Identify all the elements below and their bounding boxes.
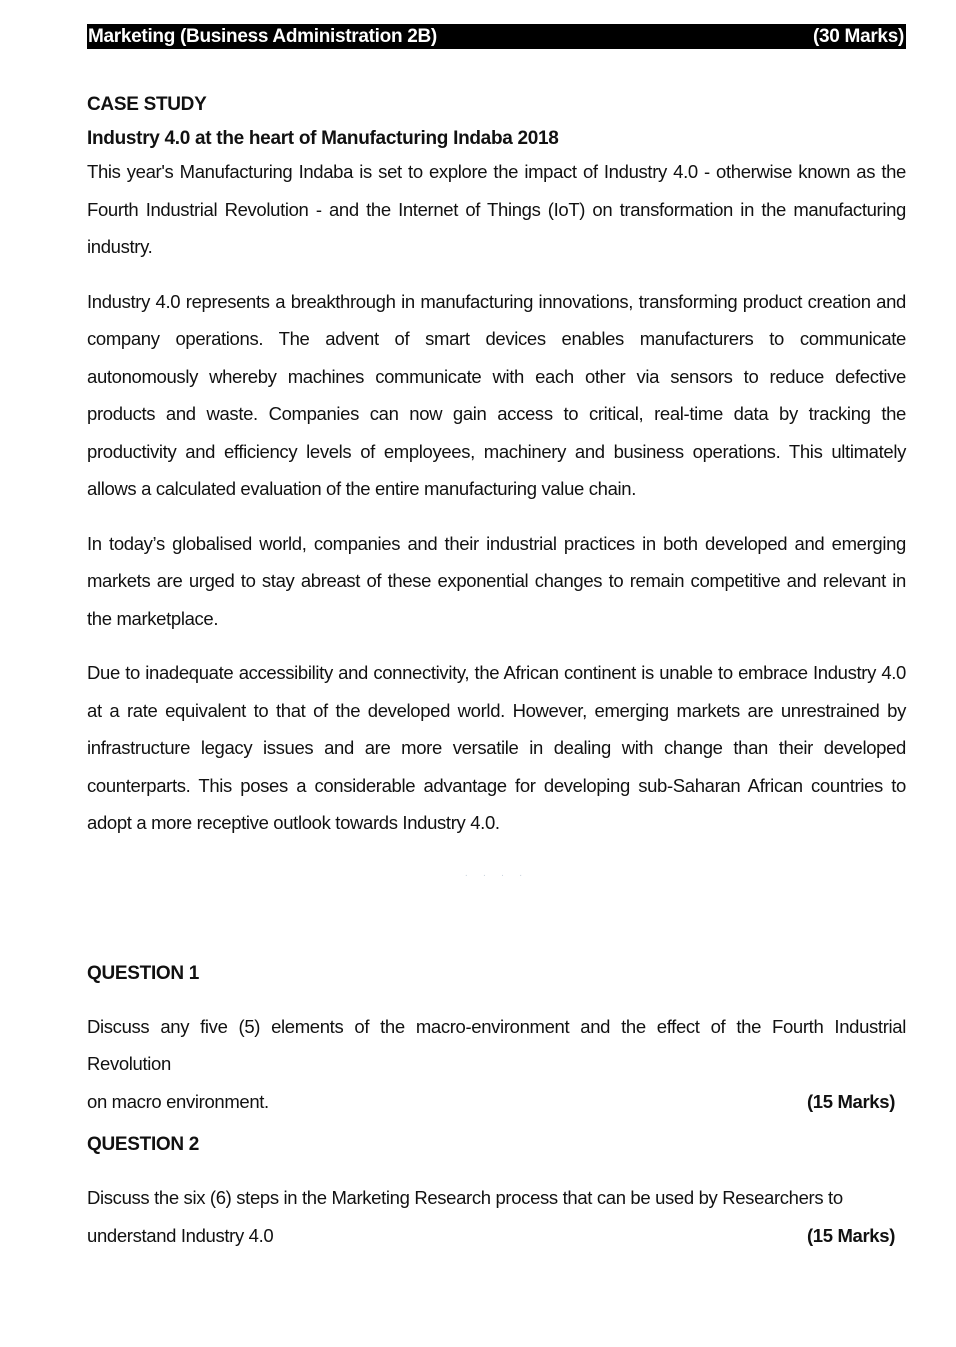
question-2-last-text: understand Industry 4.0 [87,1224,274,1246]
case-study-title: Industry 4.0 at the heart of Manufacturing Indaba 2018 [87,128,559,149]
case-study-label: CASE STUDY [87,94,207,115]
case-paragraph-3: In today’s globalised world, companies and their industrial practices in both developed and emerging markets are urged to stay abreast of these exponential changes to remain competitive and relevant in the marketplace. [87,532,906,629]
case-paragraph-4: Due to inadequate accessibility and connectivity, the African continent is unable to embrace Industry 4.0 at a rate equivalent to that of the developed world. However, emerging markets are unrestrained by infrastructure legacy issues and are more versatile in dealing with change than their developed counterparts. This poses a considerable advantage for developing sub-Saharan African countries to adopt a more receptive outlook towards Industry 4.0. [87,662,906,833]
case-paragraph-1: This year's Manufacturing Indaba is set to explore the impact of Industry 4.0 - otherwise known as the Fourth Industrial Revolution - and the Internet of Things (IoT) on transformation in the manufacturing industry. [87,161,906,257]
total-marks: (30 Marks) [813,25,904,47]
question-1-label: QUESTION 1 [87,962,200,984]
question-1-text: Discuss any five (5) elements of the macro-environment and the effect of the Fourth Industrial Revolution [87,1015,906,1074]
question-2-body [87,1179,906,1254]
question-2-label: QUESTION 2 [87,1134,200,1155]
question-2-marks: (15 Marks) [806,1224,895,1246]
question-1-body [87,1008,906,1121]
question-1-marks: (15 Marks) [806,1090,895,1112]
question-1-last-text: on macro environment. [87,1090,269,1112]
question-2-text: Discuss the six (6) steps in the Marketing Research process that can be used by Researchers to [87,1187,843,1208]
case-paragraph-2: Industry 4.0 represents a breakthrough in manufacturing innovations, transforming product creation and company operations. The advent of smart devices enables manufacturers to communicate autonomously whereby machines communicate with each other via sensors to reduce defective products and waste. Companies can now gain access to critical, real-time data by tracking the productivity and efficiency levels of employees, machinery and business operations. This ultimately allows a calculated evaluation of the entire manufacturing value chain. [87,290,906,499]
question-1-last-line [87,1083,906,1121]
header-bar [87,24,906,49]
exam-page [87,24,906,1254]
scan-artifact: · · · · [464,869,529,881]
question-2-last-line [87,1217,906,1255]
course-title: Marketing (Business Administration 2B) [88,25,437,47]
